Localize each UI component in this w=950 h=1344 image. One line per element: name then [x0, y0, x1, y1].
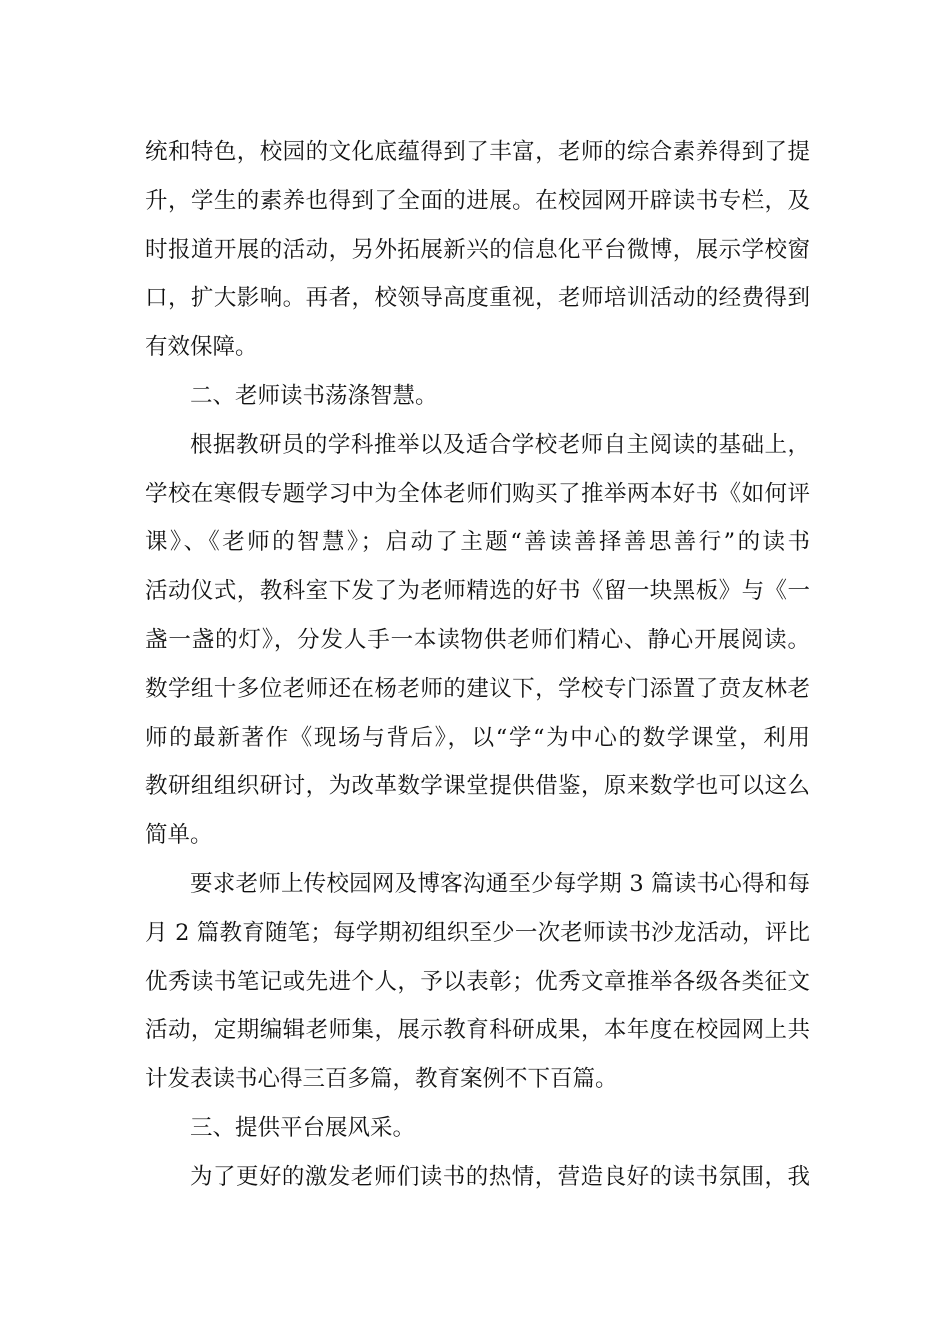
text-line: 师的最新著作《现场与背后》，以“学“为中心的数学课堂，利用 — [145, 724, 810, 751]
text-line: 为了更好的激发老师们读书的热情，营造良好的读书氛围，我 — [190, 1163, 810, 1190]
text-line: 统和特色，校园的文化底蕴得到了丰富，老师的综合素养得到了提 — [145, 139, 810, 165]
text-line: 学校在寒假专题学习中为全体老师们购买了推举两本好书《如何评 — [145, 480, 810, 507]
text-line: 优秀读书笔记或先进个人，予以表彰；优秀文章推举各级各类征文 — [145, 968, 810, 995]
text-line: 月 2 篇教育随笔；每学期初组织至少一次老师读书沙龙活动，评比 — [145, 919, 810, 946]
section-heading: 二、老师读书荡涤智慧。 — [190, 382, 438, 409]
section-heading: 三、提供平台展风采。 — [190, 1114, 416, 1141]
text-line: 数学组十多位老师还在杨老师的建议下，学校专门添置了贲友林老 — [145, 675, 810, 702]
text-line: 时报道开展的活动，另外拓展新兴的信息化平台微博，展示学校窗 — [145, 236, 810, 263]
text-line: 口，扩大影响。再者，校领导高度重视，老师培训活动的经费得到 — [145, 285, 810, 312]
body-text — [145, 128, 810, 1202]
text-line: 要求老师上传校园网及博客沟通至少每学期 3 篇读书心得和每 — [190, 870, 810, 897]
text-line: 升，学生的素养也得到了全面的进展。在校园网开辟读书专栏，及 — [145, 187, 810, 214]
text-line: 计发表读书心得三百多篇，教育案例不下百篇。 — [145, 1066, 618, 1093]
text-line: 根据教研员的学科推举以及适合学校老师自主阅读的基础上， — [190, 431, 810, 458]
text-line: 简单。 — [145, 822, 213, 849]
text-line: 活动仪式，教科室下发了为老师精选的好书《留一块黑板》与《一 — [145, 578, 810, 605]
text-line: 活动，定期编辑老师集，展示教育科研成果，本年度在校园网上共 — [145, 1017, 810, 1044]
text-line: 盏一盏的灯》，分发人手一本读物供老师们精心、静心开展阅读。 — [145, 626, 810, 653]
text-line: 有效保障。 — [145, 334, 258, 361]
text-line: 课》、《老师的智慧》；启动了主题“善读善择善思善行”的读书 — [145, 529, 810, 556]
text-line: 教研组组织研讨，为改革数学课堂提供借鉴，原来数学也可以这么 — [145, 773, 810, 800]
